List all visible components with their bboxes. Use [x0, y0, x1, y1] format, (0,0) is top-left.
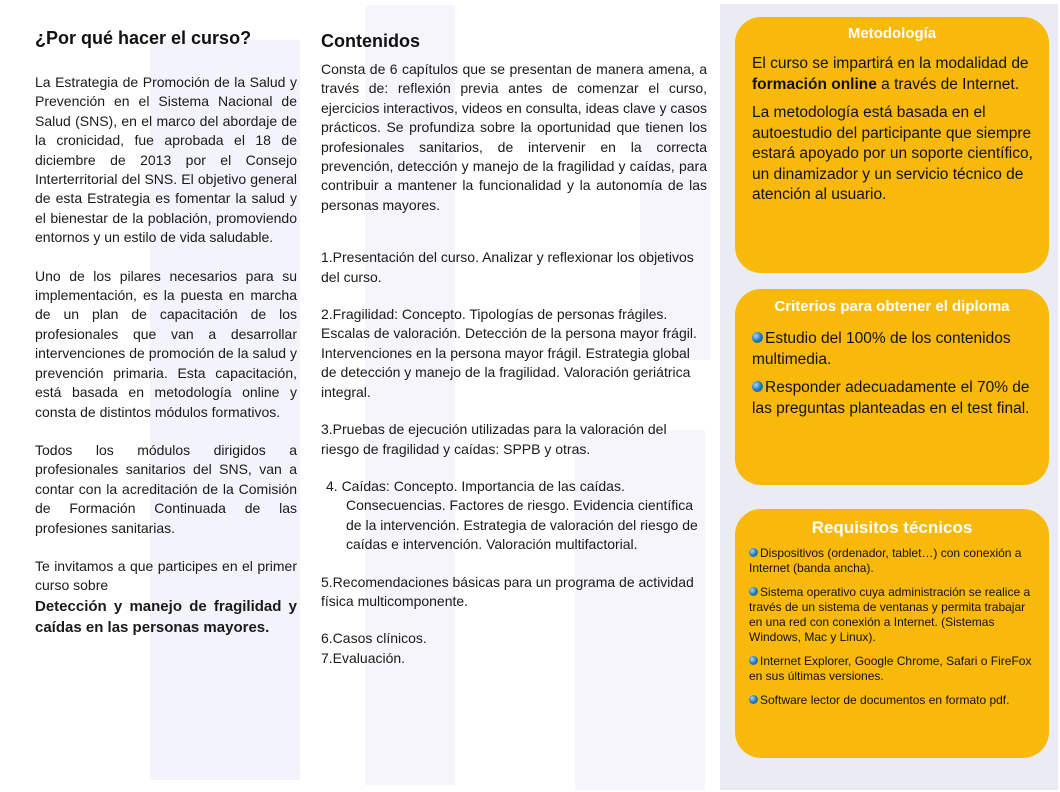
strategy-paragraph: La Estrategia de Promoción de la Salud y Prevención en el Sistema Nacional de Salud (SNS), en el marco del abordaje de la cronicidad, fue aprobada el 18 de diciembre de 2013 por el Consejo Interterritorial del SNS. El objetivo general de esta Estrategia es fomentar la salud y el bienestar de la población, promoviendo entornos y un estilo de vida saludable.	[35, 74, 297, 246]
chapter-item: 2.Fragilidad: Concepto. Tipologías de personas frágiles. Escalas de valoración. Detección de la persona mayor frágil. Intervenciones en la persona mayor frágil. Estrategia global de detección y manejo de la fragilidad. Valoración geriátrica integral.	[321, 306, 697, 400]
accreditation-paragraph: Todos los módulos dirigidos a profesionales sanitarios del SNS, van a contar con la acreditación de la Comisión de Formación Continuada de las profesiones sanitarias.	[35, 441, 297, 536]
methodology-card	[735, 17, 1049, 273]
why-take-course-column	[35, 28, 297, 638]
technical-requirements-title: Requisitos técnicos	[811, 518, 973, 537]
why-take-course-title: ¿Por qué hacer el curso?	[35, 28, 252, 48]
globe-bullet-icon	[752, 381, 763, 392]
globe-bullet-icon	[749, 587, 758, 596]
globe-bullet-icon	[749, 695, 758, 704]
requirement-item: Internet Explorer, Google Chrome, Safari o FireFox en sus últimas versiones.	[749, 654, 1032, 683]
globe-bullet-icon	[749, 656, 758, 665]
technical-requirements-card	[735, 509, 1049, 758]
training-plan-paragraph: Uno de los pilares necesarios para su implementación, es la puesta en marcha de un plan de capacitación de los profesionales que van a desarrollar intervenciones de promoción de la salud y prevención primaria. Esta capacitación, está basada en metodología online y consta de distintos módulos formativos.	[35, 267, 297, 420]
chapter-item: 7.Evaluación.	[321, 649, 406, 666]
contents-intro: Consta de 6 capítulos que se presentan de manera amena, a través de: reflexión previa antes de comenzar el curso, ejercicios interactivos, videos en consulta, ideas clave y casos prácticos. Se profundiza sobre la oportunidad que tienen los profesionales sanitarios, de intervenir en la correcta prevención, detección y manejo de la fragilidad y caídas, para contribuir a mantener la funcionalidad y la autonomía de las personas mayores.	[321, 61, 707, 213]
course-name: Detección y manejo de fragilidad y caídas en las personas mayores.	[35, 597, 297, 636]
requirement-item: Dispositivos (ordenador, tablet…) con conexión a Internet (banda ancha).	[749, 546, 1022, 575]
info-panel	[720, 4, 1058, 790]
chapter-item: 6.Casos clínicos.	[321, 630, 427, 647]
globe-bullet-icon	[752, 332, 763, 343]
chapter-item: 4. Caídas: Concepto. Importancia de las caídas. Consecuencias. Factores de riesgo. Evidencia científica de la intervención. Estrategia de valoración del riesgo de caídas e intervención. Valoración multifactorial.	[326, 477, 698, 553]
methodology-text: El curso se impartirá en la modalidad de formación online a través de Internet.	[752, 55, 1029, 93]
contents-column	[321, 28, 707, 668]
criteria-item: Estudio del 100% de los contenidos multimedia.	[752, 330, 1011, 368]
online-training-emphasis: formación online	[752, 75, 877, 93]
criteria-item: Responder adecuadamente el 70% de las preguntas planteadas en el test final.	[752, 379, 1030, 417]
chapter-item: 5.Recomendaciones básicas para un programa de actividad física multicomponente.	[321, 573, 694, 609]
diploma-criteria-card	[735, 289, 1049, 485]
chapter-item: 3.Pruebas de ejecución utilizadas para la valoración del riesgo de fragilidad y caídas: SPPB y otras.	[321, 421, 667, 457]
chapter-item: 1.Presentación del curso. Analizar y reflexionar los objetivos del curso.	[321, 249, 694, 285]
methodology-title: Metodología	[847, 25, 937, 42]
globe-bullet-icon	[749, 548, 758, 557]
methodology-detail: La metodología está basada en el autoestudio del participante que siempre estará apoyado por un soporte científico, un dinamizador y un servicio técnico de atención al usuario.	[752, 104, 1033, 203]
requirement-item: Software lector de documentos en formato pdf.	[749, 693, 1039, 708]
diploma-criteria-title: Criterios para obtener el diploma	[774, 298, 1010, 315]
chapter-list	[321, 248, 707, 668]
invitation-paragraph: Te invitamos a que participes en el primer curso sobre	[35, 557, 297, 594]
contents-title: Contenidos	[321, 31, 420, 51]
requirement-item: Sistema operativo cuya administración se realice a través de un sistema de ventanas y permita trabajar en una red con conexión a Internet. (Sistemas Windows, Mac y Linux).	[749, 585, 1031, 644]
